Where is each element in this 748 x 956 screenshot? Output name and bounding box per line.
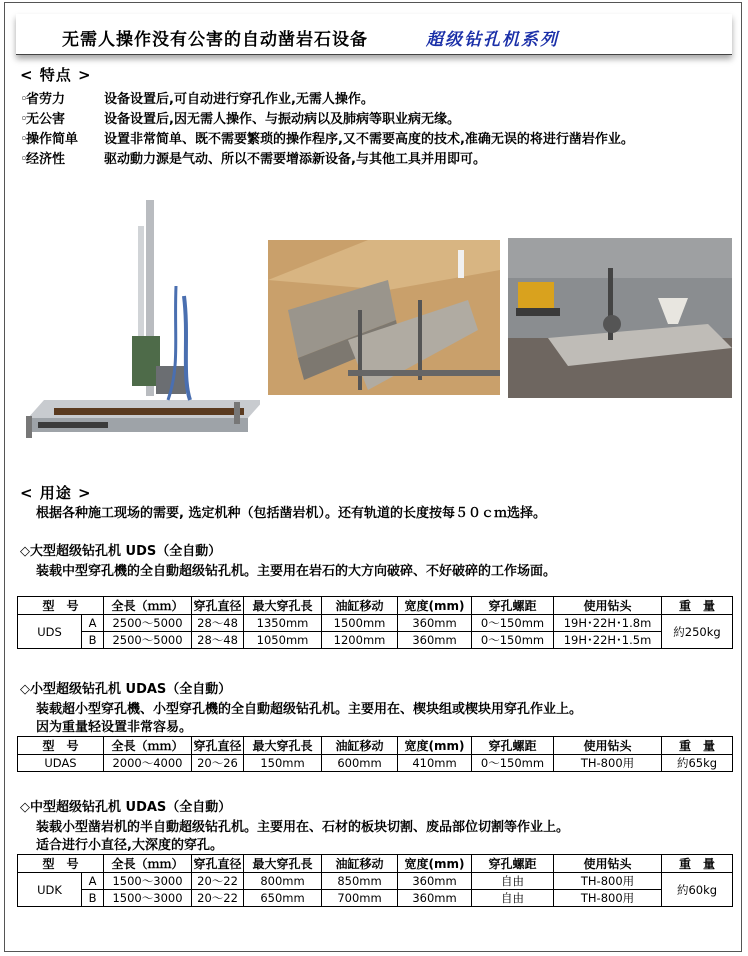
quarry-photo-2 bbox=[508, 238, 732, 398]
feature-item: ◦无公害 设备设置后,因无需人操作、与振动病以及肺病等职业病无缘。 bbox=[20, 112, 460, 127]
table-row: B 1500～3000 20～22 650mm 700mm 360mm 自由 TH-800用 bbox=[18, 890, 733, 907]
usage-text: 根据各种施工现场的需要, 选定机种（包括凿岩机）。还有轨道的长度按每５０ｃｍ选择。 bbox=[36, 506, 546, 521]
features-heading: < 特点 > bbox=[20, 66, 92, 84]
udas-small-desc2: 因为重量轻设置非常容易。 bbox=[36, 720, 193, 735]
table-row: B 2500～5000 28～48 1050mm 1200mm 360mm 0～150mm 19H･22H･1.5m bbox=[18, 632, 733, 649]
quarry-photo-1 bbox=[268, 240, 500, 395]
table-row: UDS A 2500～5000 28～48 1350mm 1500mm 360mm 0～150mm 19H･22H･1.8m 約250kg bbox=[18, 615, 733, 632]
table-header-row: 型 号 全長（ｍｍ） 穿孔直径 最大穿孔長 油缸移动 宽度(mm) 穿孔螺距 使用钻头 重 量 bbox=[18, 737, 733, 755]
feature-item: ◦省劳力 设备设置后,可自动进行穿孔作业,无需人操作。 bbox=[20, 92, 374, 107]
udas-small-spec-table bbox=[17, 736, 733, 772]
udas-medium-spec-table bbox=[17, 854, 733, 907]
feature-item: ◦操作简单 设置非常简单、既不需要繁琐的操作程序,又不需要高度的技术,准确无误的将进行凿岩作业。 bbox=[20, 132, 634, 147]
udas-medium-title: ◇中型超级钻孔机 UDAS（全自動） bbox=[20, 800, 232, 815]
uds-spec-table bbox=[17, 596, 733, 649]
table-header-row: 型 号 全長（ｍｍ） 穿孔直径 最大穿孔長 油缸移动 宽度(mm) 穿孔螺距 使用钻头 重 量 bbox=[18, 597, 733, 615]
table-header-row: 型 号 全長（ｍｍ） 穿孔直径 最大穿孔長 油缸移动 宽度(mm) 穿孔螺距 使用钻头 重 量 bbox=[18, 855, 733, 873]
series-title: 超级钻孔机系列 bbox=[426, 30, 559, 50]
udas-small-desc: 装载超小型穿孔機、小型穿孔機的全自動超级钻孔机。主要用在、楔块组或楔块用穿孔作业上。 bbox=[36, 702, 583, 717]
udas-small-title: ◇小型超级钻孔机 UDAS（全自動） bbox=[20, 682, 232, 697]
drill-machine-photo bbox=[14, 186, 260, 456]
page-title: 无需人操作没有公害的自动凿岩石设备 bbox=[62, 30, 368, 50]
title-bar bbox=[16, 14, 732, 55]
udas-medium-desc2: 适合进行小直径,大深度的穿孔。 bbox=[36, 838, 223, 853]
table-row: UDAS 2000～4000 20～26 150mm 600mm 410mm 0～150mm TH-800用 約65kg bbox=[18, 755, 733, 772]
usage-heading: < 用途 > bbox=[20, 484, 92, 502]
feature-item: ◦经济性 驱动動力源是气动、所以不需要增添新设备,与其他工具并用即可。 bbox=[20, 152, 486, 167]
uds-title: ◇大型超级钻孔机 UDS（全自動） bbox=[20, 544, 222, 559]
uds-desc: 装载中型穿孔機的全自動超级钻孔机。主要用在岩石的大方向破碎、不好破碎的工作场面。 bbox=[36, 564, 557, 579]
udas-medium-desc: 装载小型凿岩机的半自動超级钻孔机。主要用在、石材的板块切割、废品部位切割等作业上。 bbox=[36, 820, 570, 835]
table-row: UDK A 1500～3000 20～22 800mm 850mm 360mm 自由 TH-800用 約60kg bbox=[18, 873, 733, 890]
